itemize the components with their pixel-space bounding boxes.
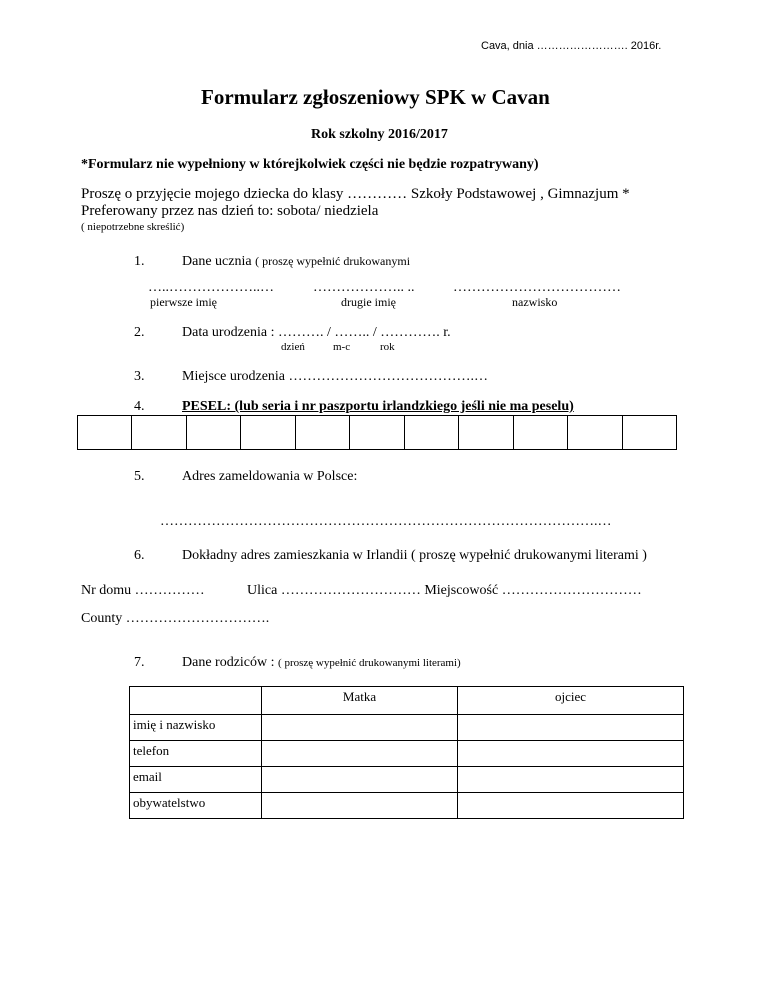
table-row [130,741,684,767]
birth-place-field[interactable]: Miejsce urodzenia ………………………………….… [182,369,489,384]
pesel-cell[interactable] [405,416,459,449]
section-1-title: Dane ucznia [182,254,252,269]
ireland-address-label: Dokładny adres zamieszkania w Irlandii ( proszę wypełnić drukowanymi literami ) [182,548,647,563]
table-row [130,715,684,741]
father-cell[interactable] [458,793,684,819]
day-caption: dzień [281,341,305,353]
header-cell-empty [130,687,262,715]
year-caption: rok [380,341,395,353]
father-cell[interactable] [458,767,684,793]
parents-note: ( proszę wypełnić drukowanymi literami) [278,657,461,669]
header-cell-mother: Matka [262,687,458,715]
pesel-label: PESEL: (lub seria i nr paszportu irlandzkiego jeśli nie ma peselu) [182,399,574,414]
mother-cell[interactable] [262,793,458,819]
pesel-cell[interactable] [459,416,513,449]
preferred-day: Preferowany przez nas dzień to: sobota/ niedziela [81,203,379,219]
section-6-number: 6. [134,548,145,563]
section-3-number: 3. [134,369,145,384]
pesel-cell[interactable] [241,416,295,449]
second-name-field[interactable]: ……………….. .. [313,280,415,295]
section-2-number: 2. [134,325,145,340]
strike-note: ( niepotrzebne skreślić) [81,221,185,233]
section-1-note: ( proszę wypełnić drukowanymi [255,254,411,268]
pesel-cell[interactable] [132,416,186,449]
row-label: telefon [130,741,262,767]
table-header-row [130,687,684,715]
mother-cell[interactable] [262,741,458,767]
poland-address-field[interactable]: ………………………………………………………………………………….… [160,514,612,529]
pesel-cell[interactable] [568,416,622,449]
first-name-field[interactable]: …..………………..… [148,280,274,295]
header-cell-father: ojciec [458,687,684,715]
table-row [130,767,684,793]
pesel-cell[interactable] [350,416,404,449]
section-1-label [182,254,410,270]
month-caption: m-c [333,341,351,353]
surname-caption: nazwisko [512,295,558,309]
parents-label [182,655,461,671]
section-4-number: 4. [134,399,145,414]
father-cell[interactable] [458,715,684,741]
request-line: Proszę o przyjęcie mojego dziecka do klasy ………… Szkoły Podstawowej , Gimnazjum * [81,186,630,202]
poland-address-label: Adres zameldowania w Polsce: [182,469,358,484]
pesel-cell[interactable] [78,416,132,449]
parents-title: Dane rodziców : [182,655,275,670]
second-name-caption: drugie imię [341,295,396,309]
title-suffix: SPK w Cavan [424,85,550,109]
section-5-number: 5. [134,469,145,484]
table-row [130,793,684,819]
surname-field[interactable]: ……………………………… [453,280,621,295]
page-title [201,85,550,110]
street-town-field[interactable]: Ulica ………………………… Miejscowość ………………………… [247,583,642,598]
father-cell[interactable] [458,741,684,767]
first-name-caption: pierwsze imię [150,295,217,309]
pesel-cell[interactable] [623,416,676,449]
house-number-field[interactable]: Nr domu …………… [81,583,205,598]
birth-date-field[interactable]: Data urodzenia : ………. / …….. / …………. r. [182,325,451,340]
pesel-cell[interactable] [187,416,241,449]
warning-text: *Formularz nie wypełniony w którejkolwiek części nie będzie rozpatrywany) [81,157,539,172]
row-label: imię i nazwisko [130,715,262,741]
date-line: Cava, dnia ……………………. 2016r. [481,40,662,52]
title-main: Formularz zgłoszeniowy [201,85,420,109]
mother-cell[interactable] [262,767,458,793]
pesel-cell[interactable] [514,416,568,449]
section-1-number: 1. [134,254,145,269]
county-field[interactable]: County …………………………. [81,611,270,626]
pesel-grid [77,415,677,450]
row-label: obywatelstwo [130,793,262,819]
parents-table [129,686,684,819]
pesel-cell[interactable] [296,416,350,449]
row-label: email [130,767,262,793]
school-year: Rok szkolny 2016/2017 [311,127,448,142]
mother-cell[interactable] [262,715,458,741]
section-7-number: 7. [134,655,145,670]
